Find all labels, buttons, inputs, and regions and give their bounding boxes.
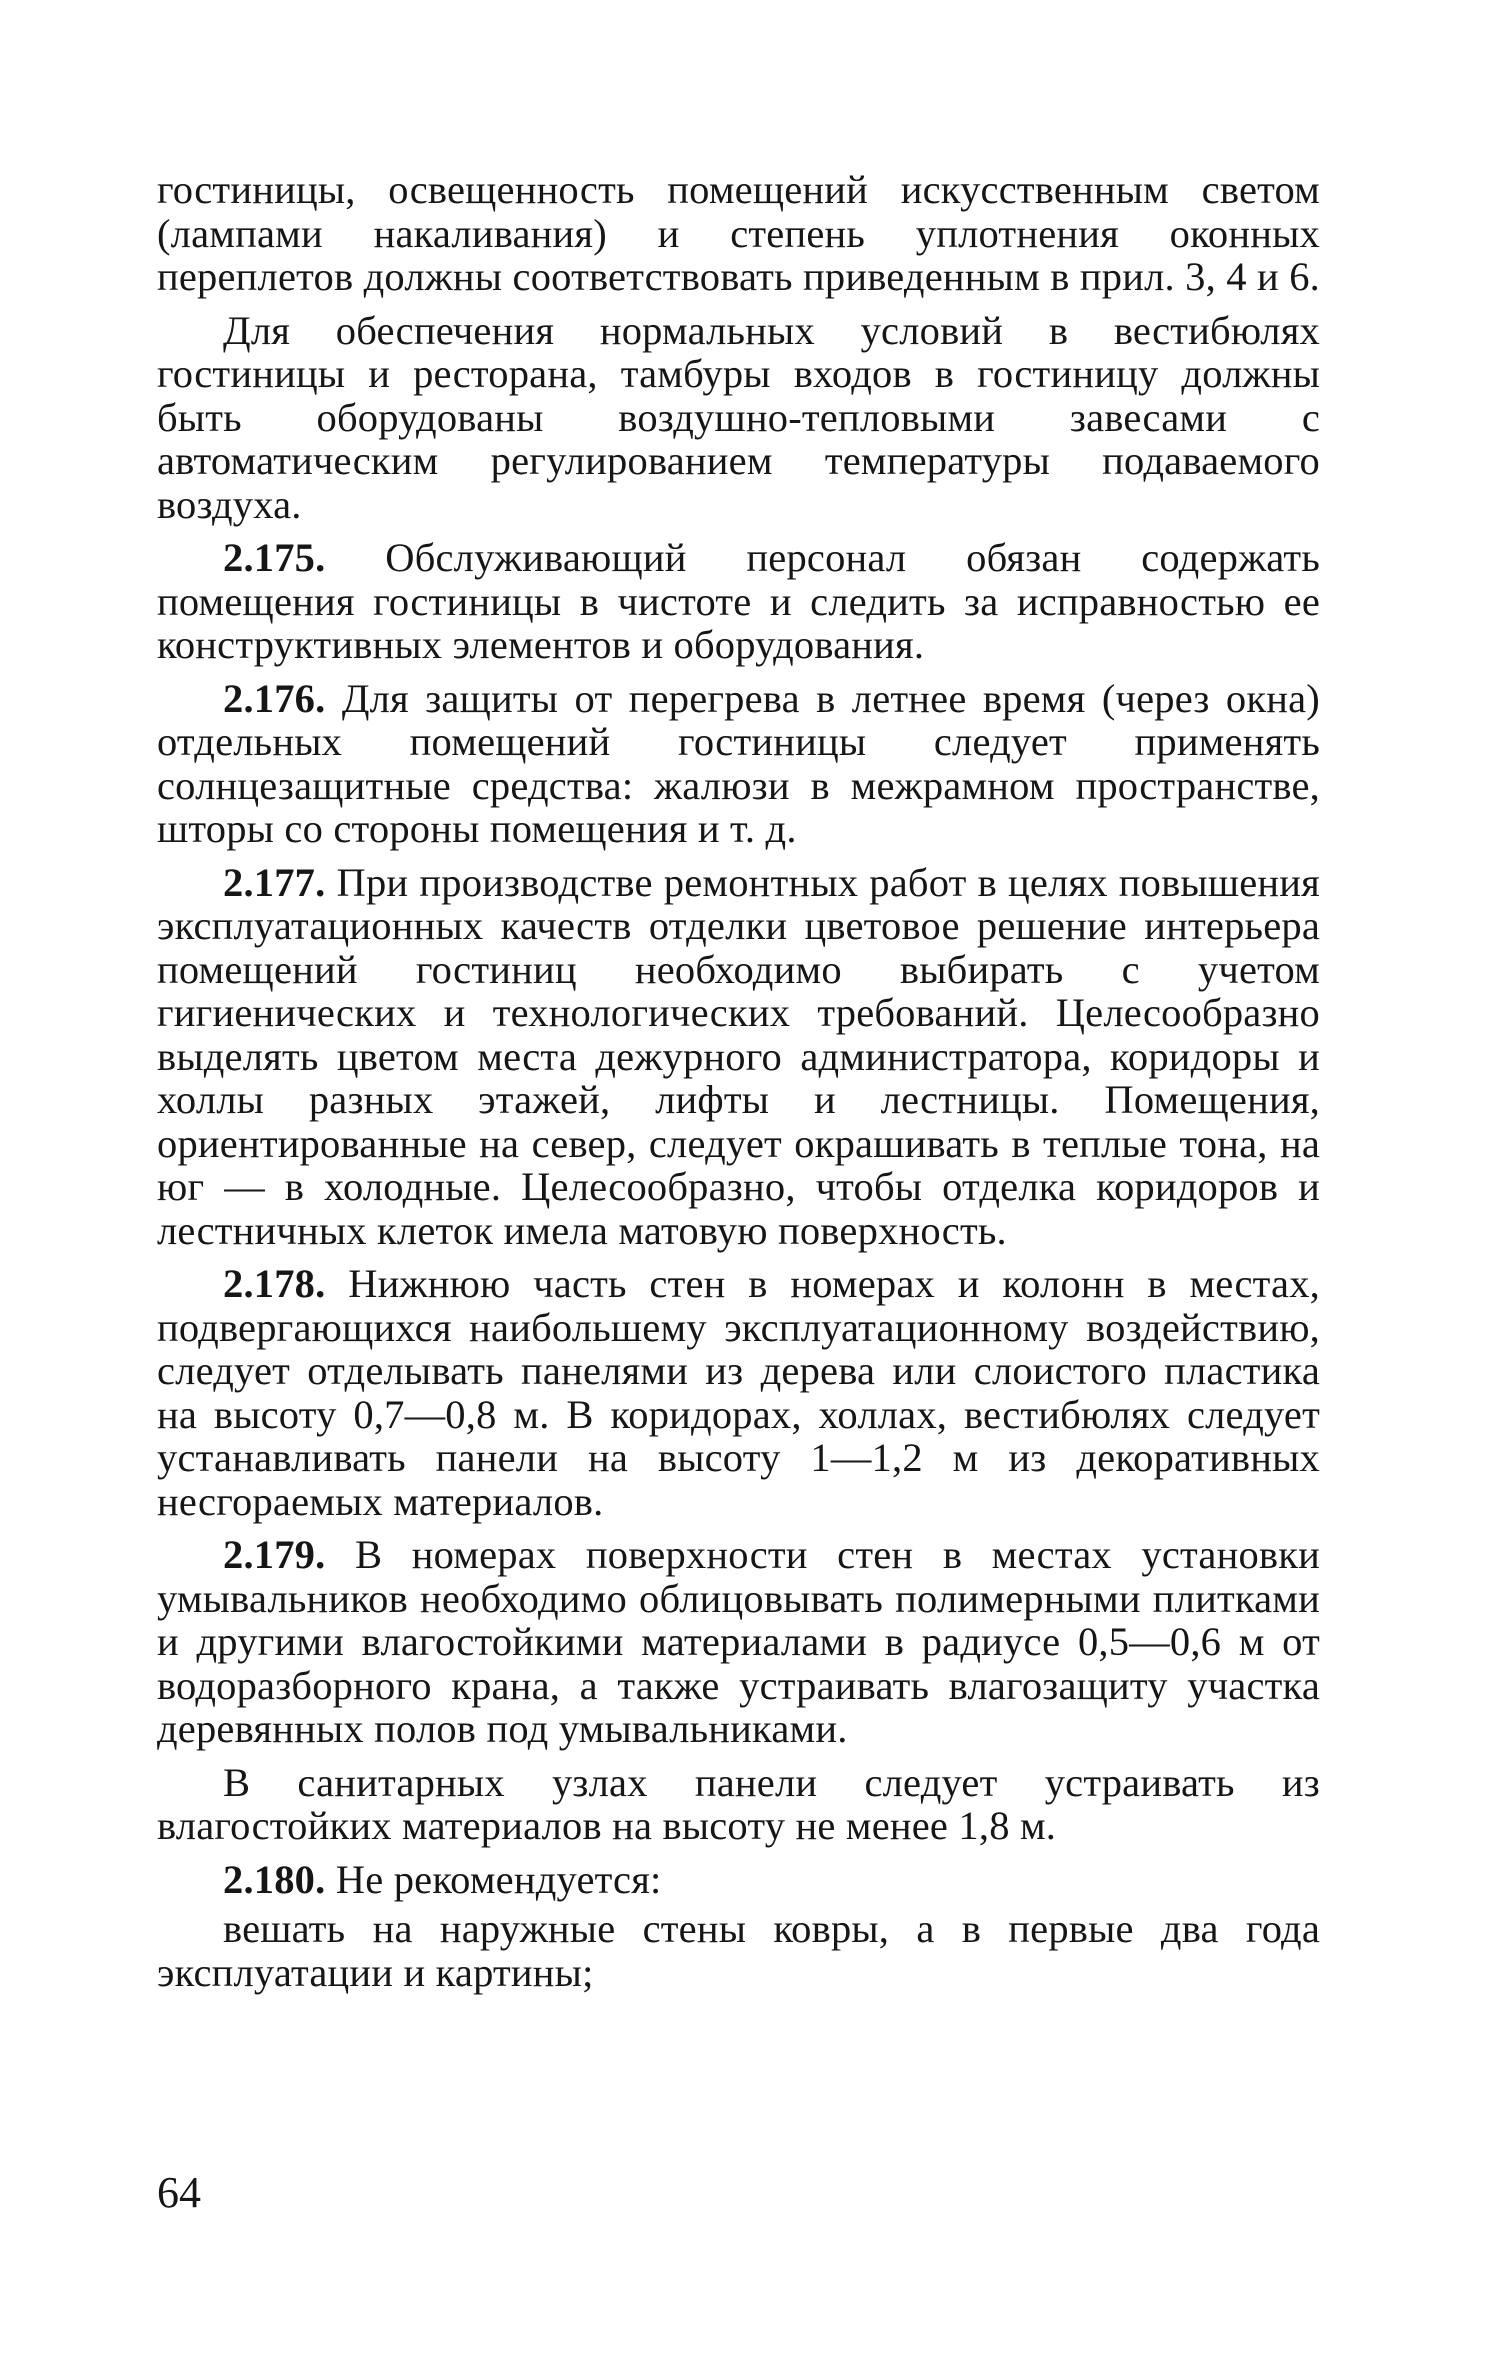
paragraph-2-175 — [157, 536, 1320, 667]
section-number: 2.176. — [223, 675, 326, 721]
section-number: 2.180. — [223, 1856, 326, 1902]
paragraph-text: гостиницы, освещенность помещений искусственным светом (лампами накаливания) и степень уплотнения оконных переплетов должны соответствовать приведенным в прил. 3, 4 и 6. — [157, 167, 1320, 299]
paragraph-text: Не рекомендуется: — [335, 1856, 662, 1902]
document-page — [157, 168, 1320, 2004]
paragraph-2-178 — [157, 1262, 1320, 1523]
paragraph-text: При производстве ремонтных работ в целях повышения эксплуатационных качеств отделки цветовое решение интерьера помещений гостиниц необходимо выбирать с учетом гигиенических и технологических требований. Целесообразно выделять цветом места дежурного администратора, коридоры и холлы разных этажей, лифты и лестницы. Помещения, ориентированные на север, следует окрашивать в теплые тона, на юг — в холодные. Целесообразно, чтобы отделка коридоров и лестничных клеток имела матовую поверхность. — [157, 859, 1320, 1253]
section-number: 2.177. — [223, 859, 326, 905]
paragraph-2-177 — [157, 861, 1320, 1253]
paragraph-text: Нижнюю часть стен в номерах и колонн в местах, подвергающихся наибольшему эксплуатационному воздействию, следует отделывать панелями из дерева или слоистого пластика на высоту 0,7—0,8 м. В коридорах, холлах, вестибюлях следует устанавливать панели на высоту 1—1,2 м из декоративных несгораемых материалов. — [157, 1261, 1320, 1524]
section-number: 2.175. — [223, 535, 326, 580]
paragraph-sanitary-units — [157, 1761, 1320, 1848]
paragraph-text: Для обеспечения нормальных условий в вестибюлях гостиницы и ресторана, тамбуры входов в гостиницу должны быть оборудованы воздушно-тепловыми завесами с автоматическим регулированием температуры подаваемого воздуха. — [157, 307, 1320, 527]
paragraph-text: Для защиты от перегрева в летнее время (через окна) отдельных помещений гостиницы следует применять солнцезащитные средства: жалюзи в межрамном пространстве, шторы со стороны помещения и т. д. — [157, 675, 1320, 851]
paragraph-text: Обслуживающий персонал обязан содержать помещения гостиницы в чистоте и следить за исправностью ее конструктивных элементов и оборудования. — [157, 535, 1320, 667]
page-number: 64 — [157, 2168, 201, 2217]
paragraph-2-176 — [157, 677, 1320, 851]
paragraph-list-item — [157, 1907, 1320, 1994]
paragraph-text: В санитарных узлах панели следует устраивать из влагостойких материалов на высоту не менее 1,8 м. — [157, 1759, 1320, 1848]
paragraph-2-179 — [157, 1533, 1320, 1751]
paragraph-text: В номерах поверхности стен в местах установки умывальников необходимо облицовывать полимерными плитками и другими влагостойкими материалами в радиусе 0,5—0,6 м от водоразборного крана, а также устраивать влагозащиту участка деревянных полов под умывальниками. — [157, 1532, 1320, 1751]
paragraph-continuation — [157, 168, 1320, 299]
paragraph-text: вешать на наружные стены ковры, а в первые два года эксплуатации и картины; — [157, 1906, 1320, 1995]
paragraph-vestibule-curtains — [157, 309, 1320, 527]
section-number: 2.178. — [223, 1261, 326, 1306]
paragraph-2-180 — [157, 1858, 1320, 1902]
section-number: 2.179. — [223, 1532, 326, 1577]
